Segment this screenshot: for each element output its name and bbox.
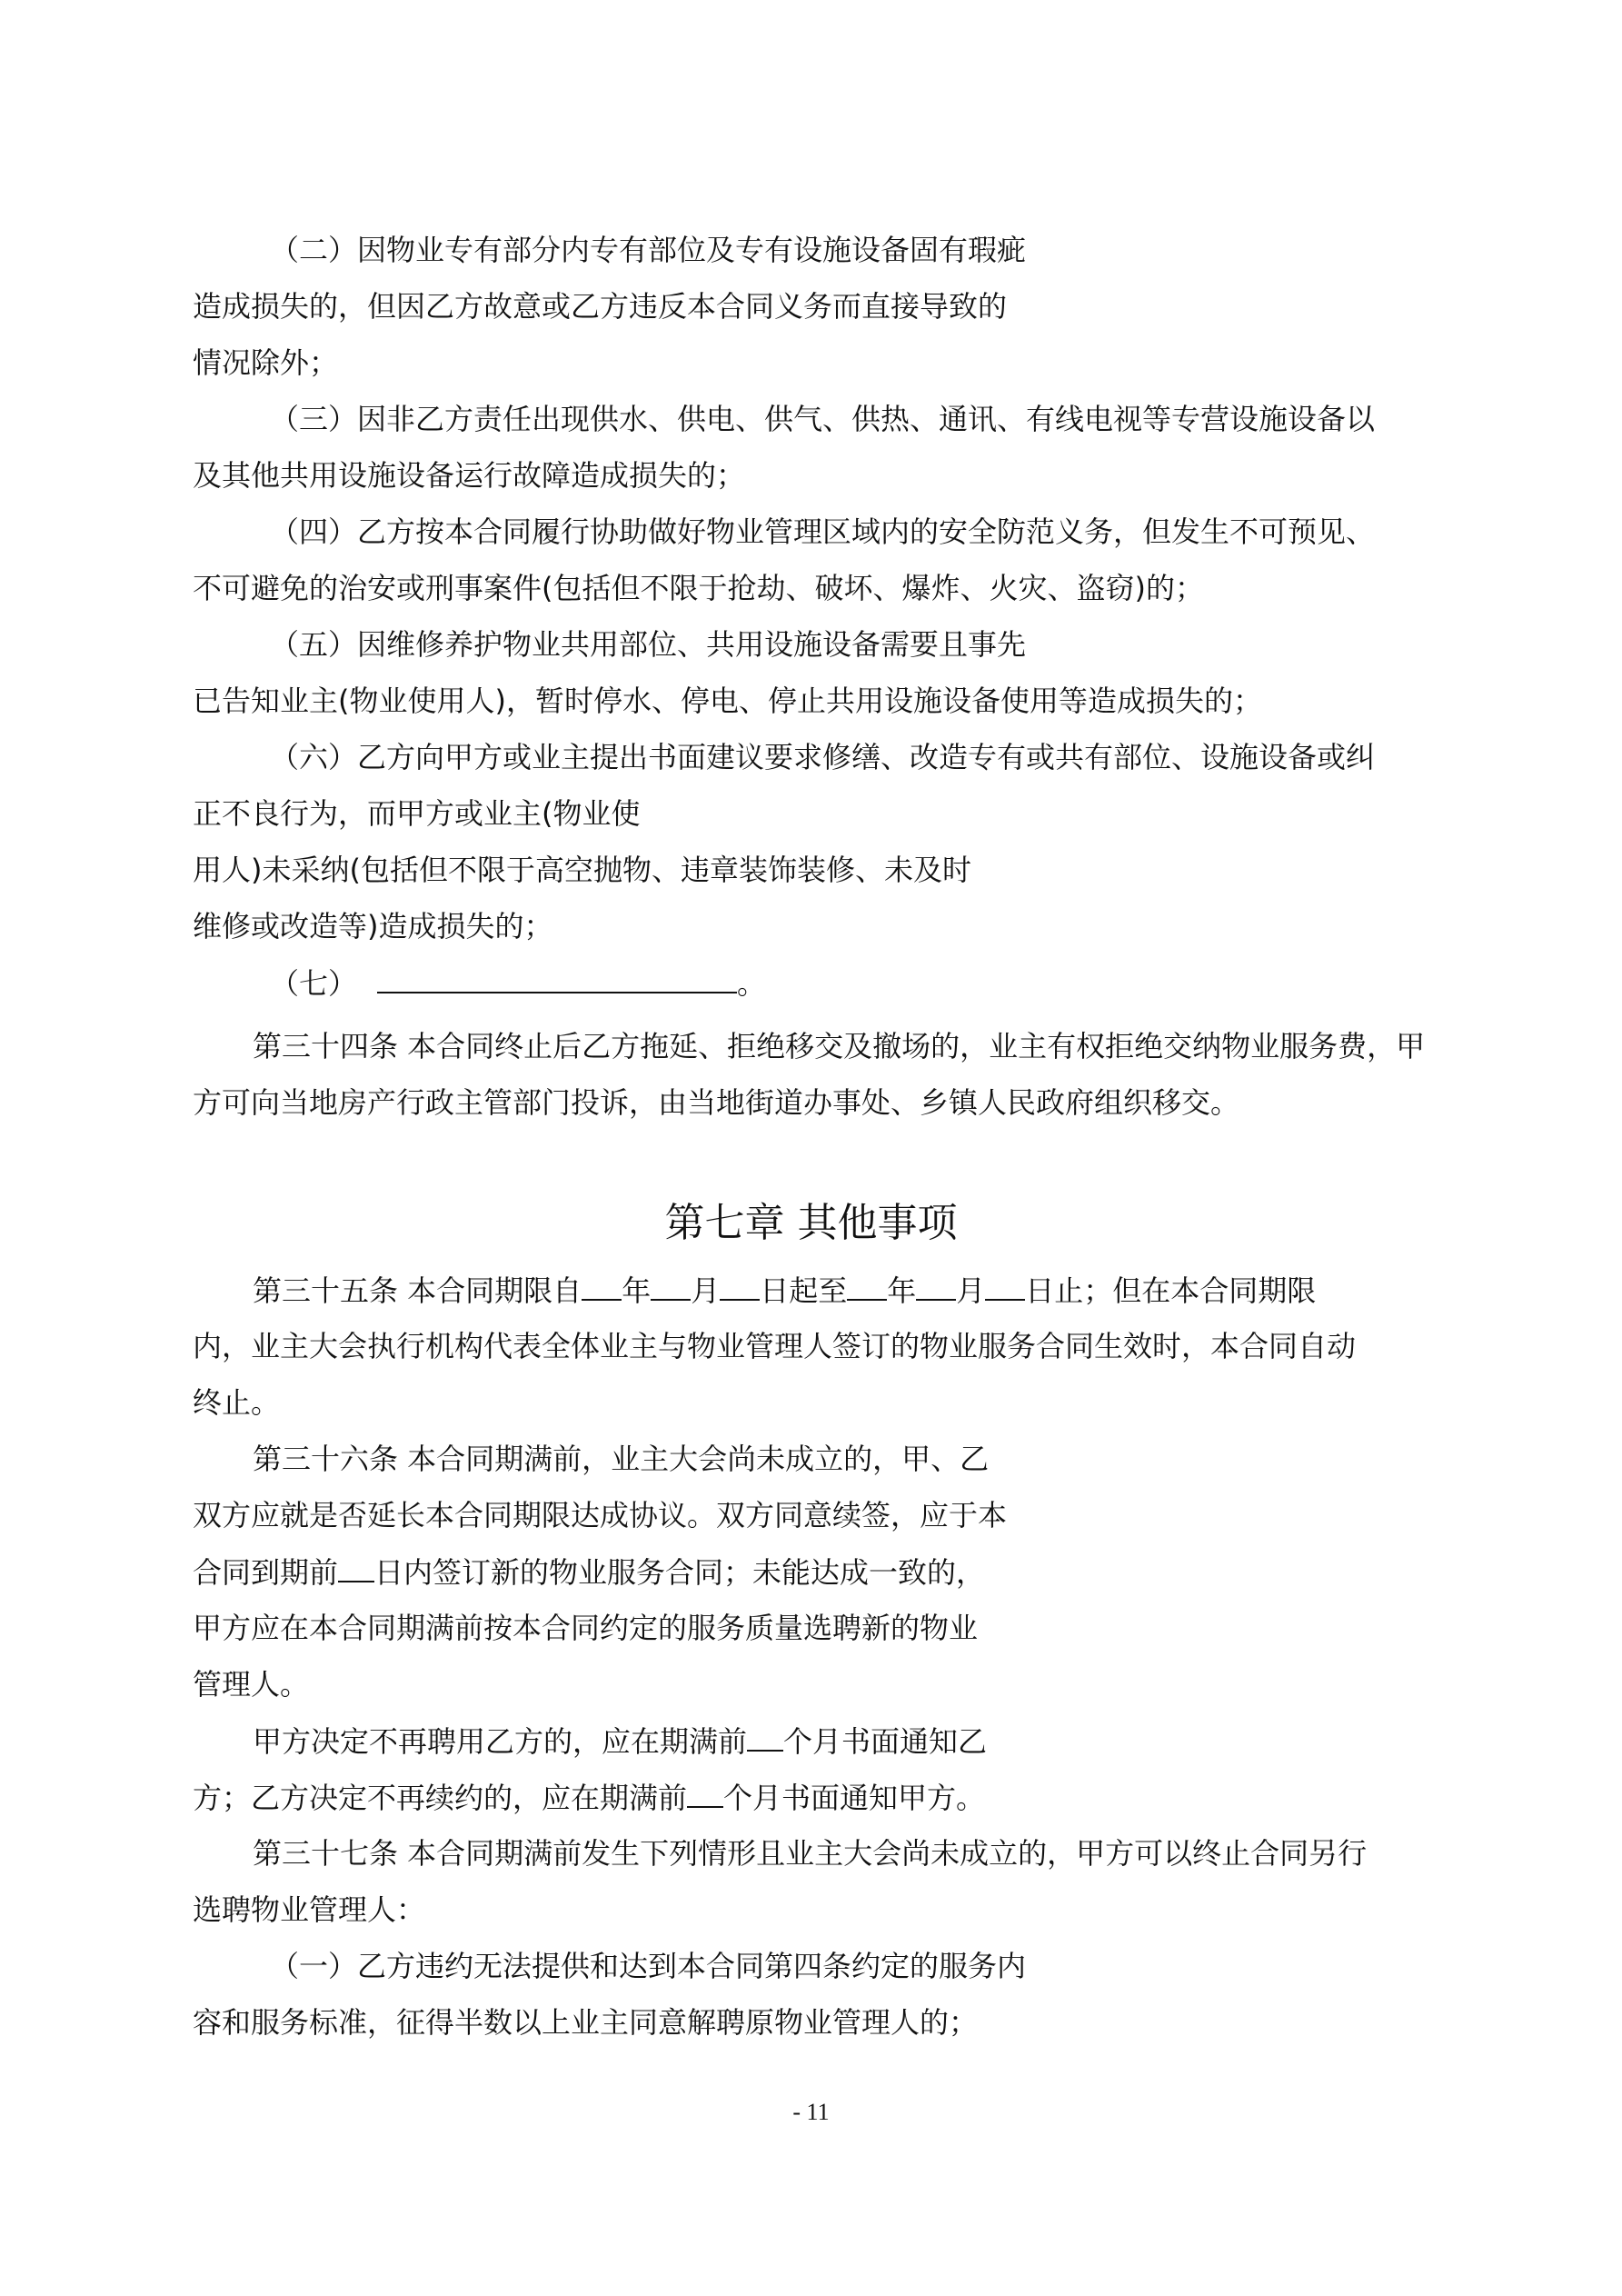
paragraph-line: （四）乙方按本合同履行协助做好物业管理区域内的安全防范义务，但发生不可预见、 <box>270 514 1376 549</box>
paragraph-line: 不可避免的治安或刑事案件(包括但不限于抢劫、破坏、爆炸、火灾、盗窃)的； <box>193 571 1204 605</box>
paragraph-line: 方可向当地房产行政主管部门投诉，由当地街道办事处、乡镇人民政府组织移交。 <box>193 1085 1240 1120</box>
blank-underline <box>582 1272 622 1301</box>
paragraph-line: （三）因非乙方责任出现供水、供电、供气、供热、通讯、有线电视等专营设施设备以 <box>270 402 1376 436</box>
blank-underline <box>377 964 737 993</box>
paragraph-line: 正不良行为，而甲方或业主(物业使 <box>193 796 641 831</box>
blank-underline <box>916 1272 956 1301</box>
paragraph-line: 选聘物业管理人： <box>193 1892 426 1927</box>
paragraph-line: 合同到期前 日内签订新的物业服务合同；未能达成一致的， <box>193 1555 986 1590</box>
blank-underline <box>747 1722 783 1752</box>
blank-underline <box>720 1272 760 1301</box>
paragraph-line: 已告知业主(物业使用人)，暂时停水、停电、停止共用设施设备使用等造成损失的； <box>193 684 1262 718</box>
paragraph-line: 甲方应在本合同期满前按本合同约定的服务质量选聘新的物业 <box>193 1611 979 1645</box>
blank-underline <box>651 1272 691 1301</box>
paragraph-line: 管理人。 <box>193 1667 310 1702</box>
line-end-period: 。 <box>737 966 767 1001</box>
paragraph-line: （一）乙方违约无法提供和达到本合同第四条约定的服务内 <box>270 1949 1027 1983</box>
paragraph-line: （二）因物业专有部分内专有部位及专有设施设备固有瑕疵 <box>270 233 1027 267</box>
paragraph-line: 情况除外； <box>193 345 339 380</box>
paragraph-line: 终止。 <box>193 1385 281 1420</box>
paragraph-line: 甲方决定不再聘用乙方的，应在期满前 个月书面通知乙 <box>253 1724 988 1759</box>
blank-underline <box>985 1272 1025 1301</box>
paragraph-line: （五）因维修养护物业共用部位、共用设施设备需要且事先 <box>270 627 1027 662</box>
paragraph-line: 内，业主大会执行机构代表全体业主与物业管理人签订的物业服务合同生效时，本合同自动 <box>193 1329 1357 1363</box>
blank-underline <box>847 1272 887 1301</box>
paragraph-line: 维修或改造等)造成损失的； <box>193 909 553 943</box>
paragraph-line: 双方应就是否延长本合同期限达成协议。双方同意续签，应于本 <box>193 1498 1008 1532</box>
blank-underline <box>338 1553 374 1582</box>
paragraph-line: 容和服务标准，征得半数以上业主同意解聘原物业管理人的； <box>193 2005 979 2040</box>
paragraph-line: 及其他共用设施设备运行故障造成损失的； <box>193 458 746 493</box>
paragraph-line: 方；乙方决定不再续约的，应在期满前 个月书面通知甲方。 <box>193 1781 986 1815</box>
paragraph-line <box>270 964 766 1002</box>
paragraph-line: 用人)未采纳(包括但不限于高空抛物、违章装饰装修、未及时 <box>193 853 971 887</box>
paragraph-line: 第三十五条 本合同期限自 年 月 日起至 年 月 日止；但在本合同期限 <box>253 1273 1317 1308</box>
blank-underline <box>687 1779 723 1808</box>
paragraph-line: （六）乙方向甲方或业主提出书面建议要求修缮、改造专有或共有部位、设施设备或纠 <box>270 740 1376 774</box>
paragraph-line: 第三十四条 本合同终止后乙方拖延、拒绝移交及撤场的，业主有权拒绝交纳物业服务费，甲 <box>253 1029 1426 1063</box>
page-number: - 11 <box>792 2099 830 2125</box>
chapter-heading: 第七章 其他事项 <box>664 1200 958 1246</box>
item-label: （七） <box>270 966 358 1001</box>
paragraph-line: 第三十六条 本合同期满前，业主大会尚未成立的，甲、乙 <box>253 1442 990 1476</box>
paragraph-line: 第三十七条 本合同期满前发生下列情形且业主大会尚未成立的，甲方可以终止合同另行 <box>253 1836 1368 1871</box>
paragraph-line: 造成损失的，但因乙方故意或乙方违反本合同义务而直接导致的 <box>193 289 1008 324</box>
